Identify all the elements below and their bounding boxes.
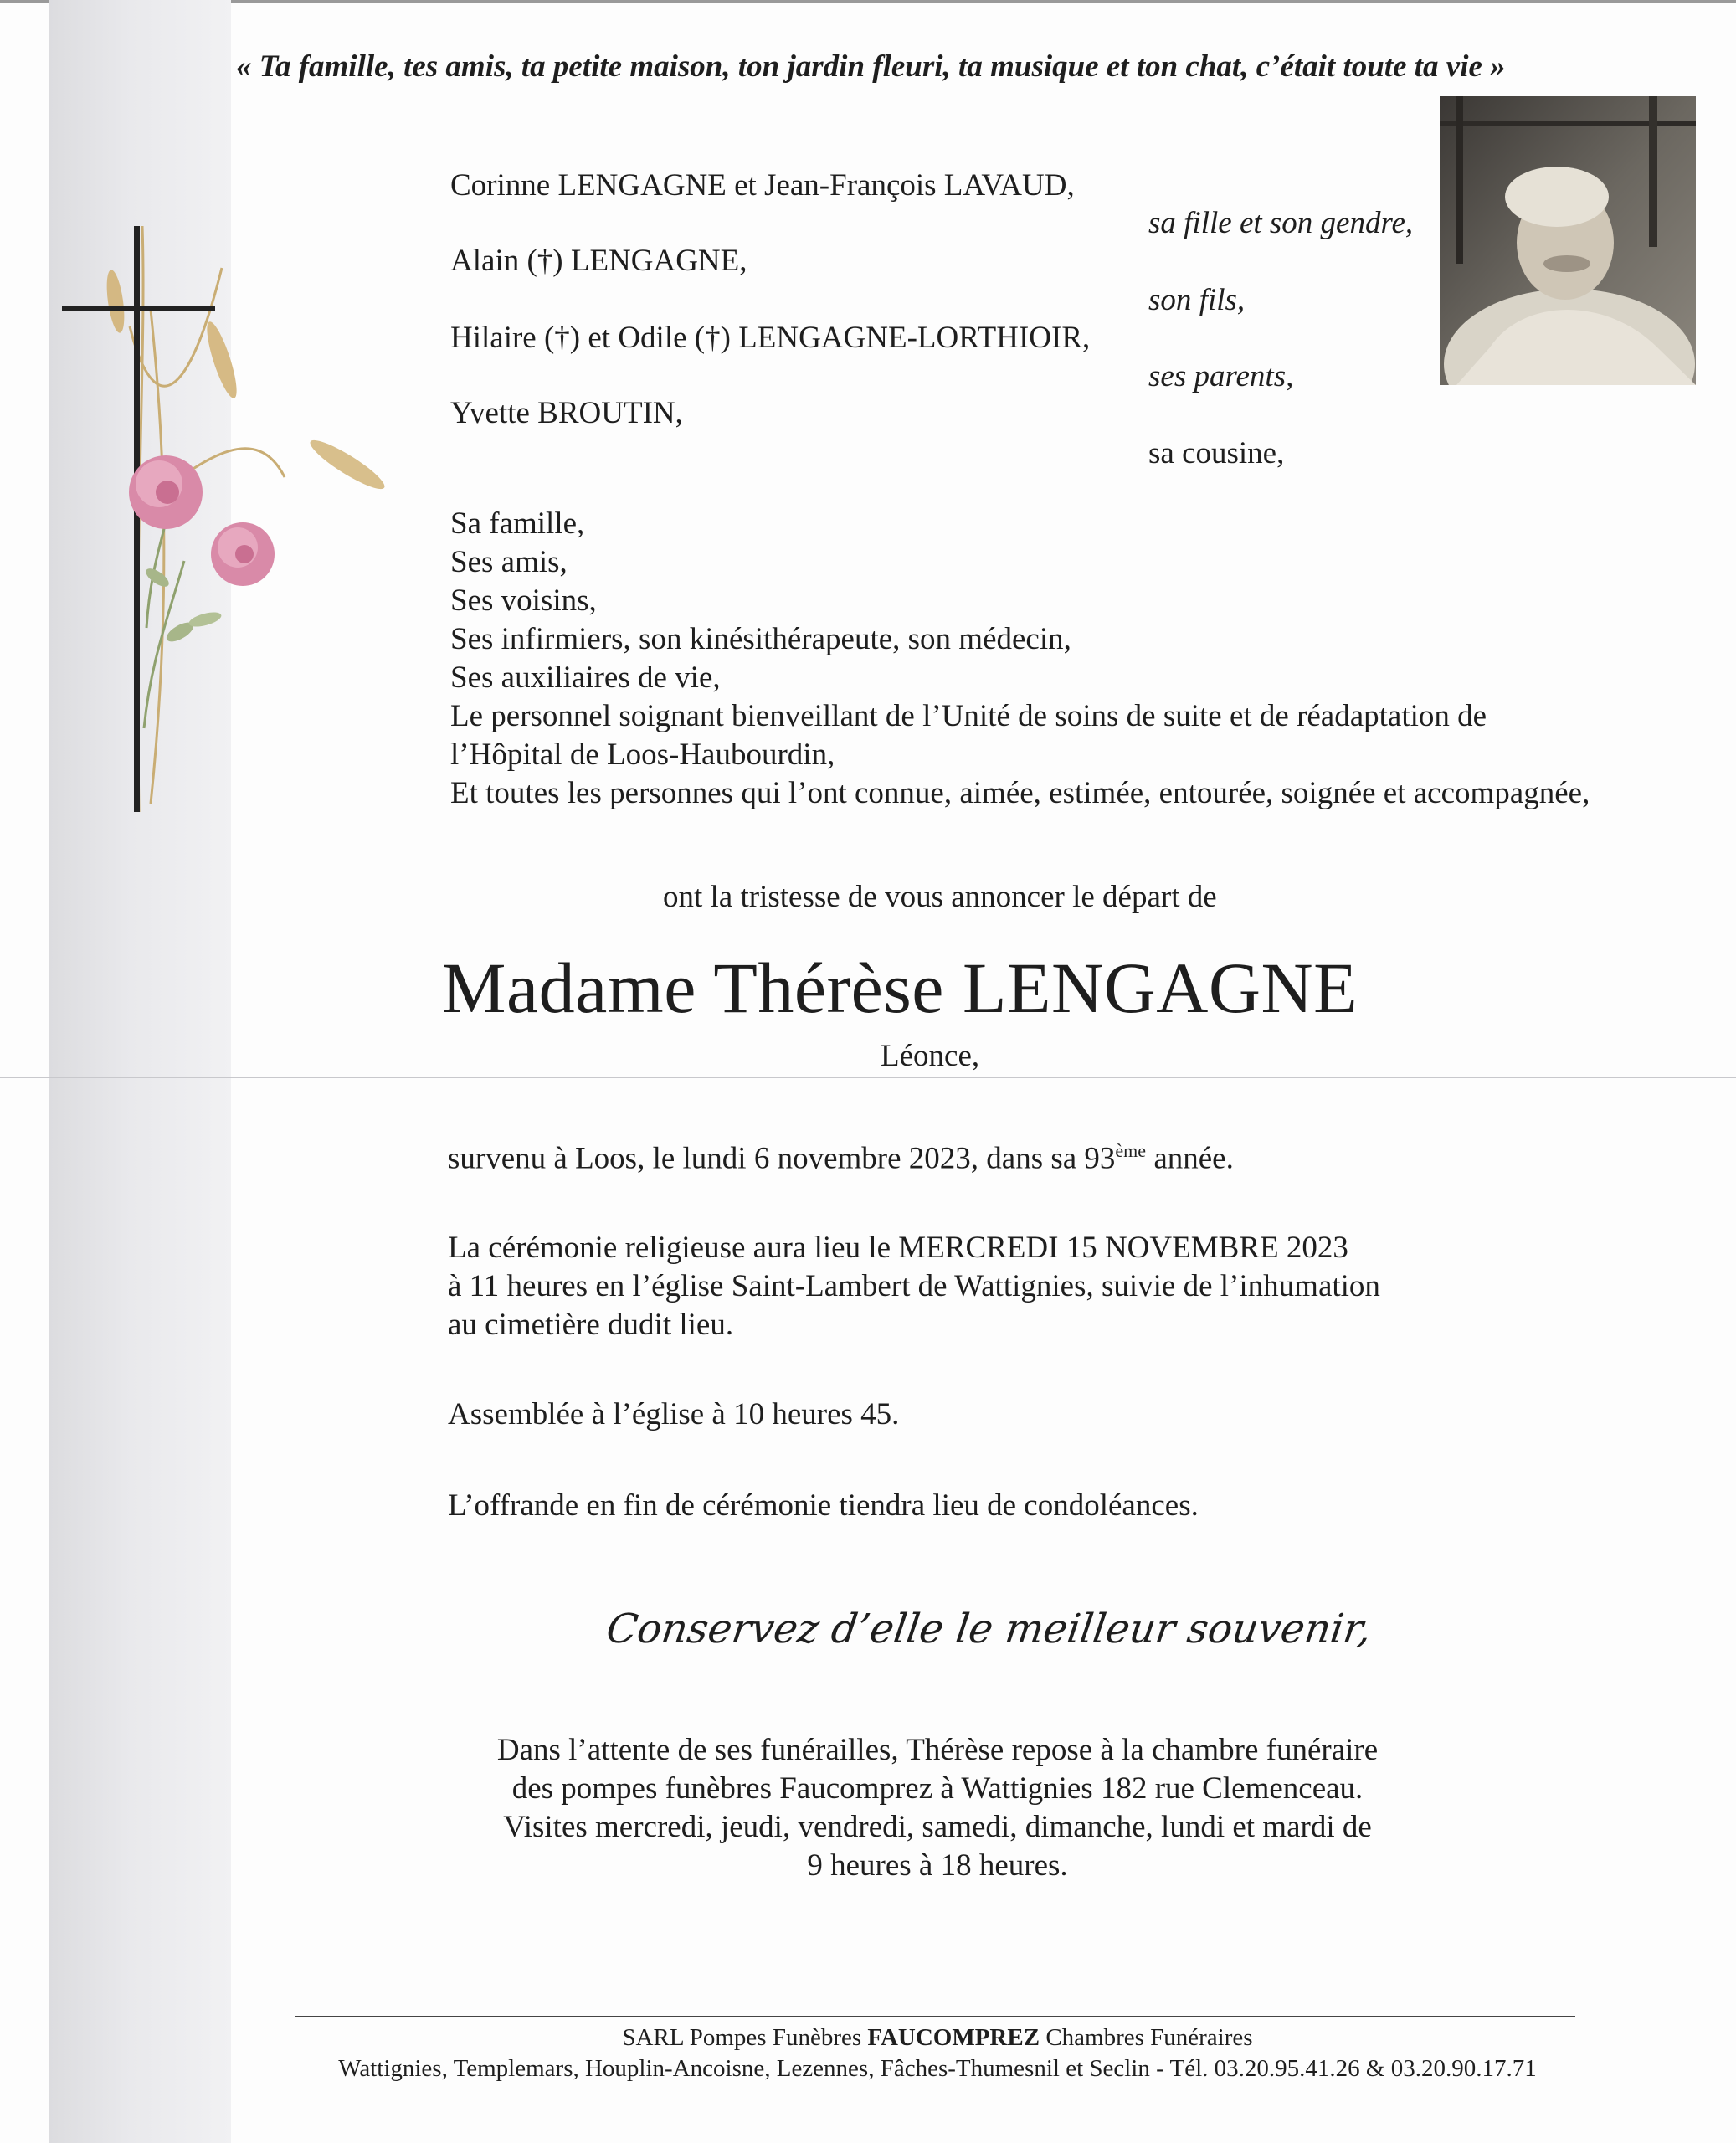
mourner-line: l’Hôpital de Loos-Haubourdin,	[450, 737, 835, 772]
family-name-2: Alain (†) LENGAGNE,	[450, 244, 747, 278]
rest-info-line: Dans l’attente de ses funérailles, Thérèse repose à la chambre funéraire	[496, 1733, 1379, 1767]
deceased-name: Madame Thérèse LENGAGNE	[442, 948, 1358, 1028]
mourner-line: Ses auxiliaires de vie,	[450, 660, 721, 695]
deceased-nickname: Léonce,	[881, 1039, 980, 1073]
offering-info: L’offrande en fin de cérémonie tiendra lieu de condoléances.	[448, 1488, 1199, 1523]
mourner-line: Le personnel soignant bienveillant de l’Unité de soins de suite et de réadaptation de	[450, 699, 1487, 733]
family-relation-4: sa cousine,	[1148, 436, 1285, 470]
ceremony-details	[448, 1229, 1380, 1344]
footer-prefix: SARL Pompes Funèbres	[622, 2024, 868, 2051]
death-suffix: année.	[1146, 1141, 1234, 1176]
death-text: survenu à Loos, le lundi 6 novembre 2023, dans sa 93	[448, 1141, 1116, 1176]
footer-company	[251, 2024, 1624, 2052]
family-relation-2: son fils,	[1148, 283, 1246, 317]
mourner-line: Ses amis,	[450, 545, 568, 579]
closing-line: Conservez d’elle le meilleur souvenir,	[603, 1606, 1374, 1652]
ceremony-line: La cérémonie religieuse aura lieu le MERCREDI 15 NOVEMBRE 2023	[448, 1231, 1348, 1265]
death-notice	[448, 1140, 1234, 1176]
rest-info-line: des pompes funèbres Faucomprez à Wattignies 182 rue Clemenceau.	[511, 1771, 1364, 1806]
mourner-line: Ses voisins,	[450, 583, 597, 618]
portrait-image	[1440, 96, 1696, 385]
death-superscript: ème	[1115, 1140, 1147, 1161]
mourner-line: Ses infirmiers, son kinésithérapeute, son médecin,	[450, 622, 1071, 656]
family-name-4: Yvette BROUTIN,	[450, 396, 683, 430]
ceremony-line: au cimetière dudit lieu.	[448, 1308, 734, 1342]
rest-info-line: 9 heures à 18 heures.	[807, 1848, 1068, 1883]
footer-suffix: Chambres Funéraires	[1040, 2024, 1253, 2051]
family-relation-1: sa fille et son gendre,	[1148, 206, 1414, 240]
rest-info-line: Visites mercredi, jeudi, vendredi, samedi, dimanche, lundi et mardi de	[503, 1810, 1372, 1844]
epigraph-quote: « Ta famille, tes amis, ta petite maison, ton jardin fleuri, ta musique et ton chat, c’était toute ta vie »	[236, 49, 1506, 84]
cross-with-roses-icon	[50, 226, 385, 829]
ceremony-line: à 11 heures en l’église Saint-Lambert de Wattignies, suivie de l’inhumation	[448, 1269, 1380, 1303]
top-border	[0, 0, 1736, 3]
fold-line	[0, 1077, 1736, 1078]
footer-divider	[295, 2016, 1575, 2017]
family-name-1: Corinne LENGAGNE et Jean-François LAVAUD,	[450, 168, 1075, 203]
mourner-line: Sa famille,	[450, 506, 585, 541]
mourners-list	[450, 505, 1590, 813]
assembly-info: Assemblée à l’église à 10 heures 45.	[448, 1397, 900, 1431]
mourner-line: Et toutes les personnes qui l’ont connue, aimée, estimée, entourée, soignée et accompagnée,	[450, 776, 1590, 810]
footer-brand: FAUCOMPREZ	[867, 2024, 1040, 2051]
family-relation-3: ses parents,	[1148, 359, 1294, 393]
portrait-photo	[1440, 96, 1696, 385]
family-name-3: Hilaire (†) et Odile (†) LENGAGNE-LORTHIOIR,	[450, 321, 1091, 355]
announcement-text: ont la tristesse de vous annoncer le départ de	[663, 880, 1217, 914]
footer-locations: Wattignies, Templemars, Houplin-Ancoisne, Lezennes, Fâches-Thumesnil et Seclin - Tél. 03.20.95.41.26 & 03.20.90.17.71	[338, 2055, 1537, 2082]
rest-info	[335, 1731, 1540, 1885]
